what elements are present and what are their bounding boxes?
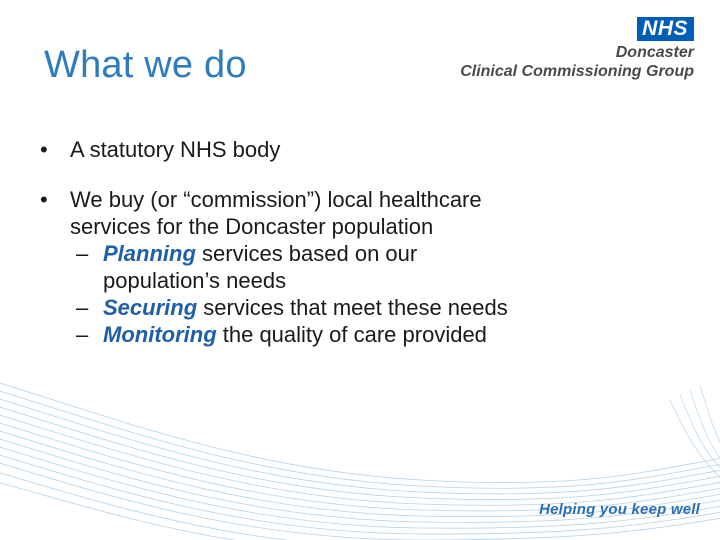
sub-bullet-text: services based on our: [195, 241, 418, 266]
sub-bullet-emphasis: Securing: [103, 295, 198, 320]
nhs-logo: [460, 17, 694, 81]
bullet-list: [40, 136, 680, 348]
sub-bullet-text-continued: population’s needs: [103, 268, 287, 293]
bullet-text-line: services for the Doncaster population: [70, 214, 434, 239]
nhs-badge: NHS: [637, 17, 694, 41]
bullet-item: [40, 136, 680, 163]
bullet-text: A statutory NHS body: [70, 137, 281, 162]
org-name-line1: Doncaster: [615, 44, 694, 61]
sub-bullet-item: [40, 240, 680, 294]
bullet-item: [40, 186, 680, 240]
sub-bullet-item: [40, 321, 680, 348]
sub-bullet-text: the quality of care provided: [216, 322, 487, 347]
slide-title: What we do: [44, 44, 247, 86]
bullet-text-line: We buy (or “commission”) local healthcare: [70, 187, 482, 212]
strapline: Helping you keep well: [539, 501, 700, 518]
sub-bullet-emphasis: Planning: [103, 241, 196, 266]
org-name-line2: Clinical Commissioning Group: [460, 63, 694, 80]
sub-bullet-dash: –: [76, 241, 89, 266]
sub-bullet-dash: –: [76, 295, 89, 320]
sub-bullet-emphasis: Monitoring: [103, 322, 217, 347]
sub-bullet-item: [40, 294, 680, 321]
bullet-dot: •: [40, 187, 48, 212]
sub-bullet-dash: –: [76, 322, 89, 347]
sub-bullet-text: services that meet these needs: [197, 295, 508, 320]
bullet-dot: •: [40, 137, 48, 162]
